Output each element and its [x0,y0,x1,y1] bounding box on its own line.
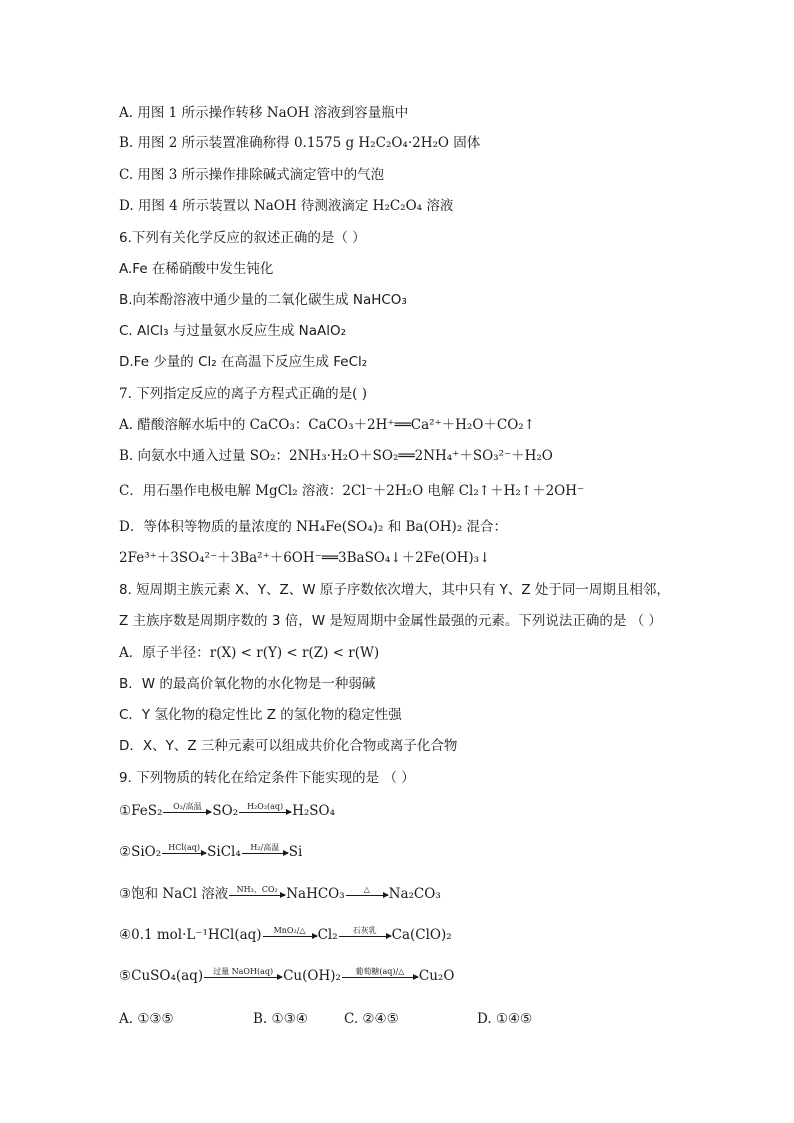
q6-option-c: C. AlCl₃ 与过量氨水反应生成 NaAlO₂ [119,323,347,339]
q9-reaction-2 [119,843,302,861]
product: Si [288,844,303,860]
reactant: SiO₂ [131,844,162,860]
q6-option-d: D.Fe 少量的 Cl₂ 在高温下反应生成 FeCl₂ [119,354,368,370]
q7-option-c: C．用石墨作电极电解 MgCl₂ 溶液：2Cl⁻＋2H₂O 电解 Cl₂↑＋H₂↑＋2OH⁻ [119,483,585,499]
reaction-number: ⑤ [119,968,132,984]
intermediate: NaHCO₃ [286,886,345,902]
reaction-arrow: O₂/高温 [163,802,211,813]
reaction-arrow: H₂/高温 [242,843,288,854]
intermediate: Cl₂ [317,927,338,943]
reaction-number: ④ [119,927,132,943]
q6-option-a: A.Fe 在稀硝酸中发生钝化 [119,261,274,277]
product: Ca(ClO)₂ [391,927,452,943]
q8-option-d: D．X、Y、Z 三种元素可以组成共价化合物或离子化合物 [119,738,458,754]
reaction-arrow: NH₃、CO₂ [229,885,285,896]
reaction-arrow: △ [346,885,388,896]
reaction-arrow: 葡萄糖(aq)/△ [342,967,418,978]
q9-stem: 9. 下列物质的转化在给定条件下能实现的是 （ ） [119,770,415,786]
product: H₂SO₄ [292,803,336,819]
reaction-arrow: MnO₂/△ [263,926,317,937]
reactant: FeS₂ [131,803,163,819]
product: Cu₂O [418,968,455,984]
q5-option-a: A. 用图 1 所示操作转移 NaOH 溶液到容量瓶中 [119,105,409,121]
q7-option-d-equation: 2Fe³⁺＋3SO₄²⁻＋3Ba²⁺＋6OH⁻══3BaSO₄↓＋2Fe(OH)₃↓ [119,550,491,566]
q8-stem-line1: 8. 短周期主族元素 X、Y、Z、W 原子序数依次增大，其中只有 Y、Z 处于同一周期且相邻， [119,582,670,598]
q9-choice-a: A. ①③⑤ [119,1011,174,1027]
q6-stem: 6.下列有关化学反应的叙述正确的是（ ） [119,230,366,246]
intermediate: Cu(OH)₂ [283,968,341,984]
reactant: 0.1 mol·L⁻¹HCl(aq) [131,927,262,943]
q7-option-b: B. 向氨水中通入过量 SO₂：2NH₃·H₂O＋SO₂══2NH₄⁺＋SO₃²⁻＋H₂O [119,448,553,464]
q7-option-d: D．等体积等物质的量浓度的 NH₄Fe(SO₄)₂ 和 Ba(OH)₂ 混合： [119,519,508,535]
q5-option-d: D. 用图 4 所示装置以 NaOH 待测液滴定 H₂C₂O₄ 溶液 [119,198,454,214]
q9-choice-d: D. ①④⑤ [477,1011,533,1027]
reaction-arrow: HCl(aq) [162,843,206,854]
reaction-number: ② [119,844,132,860]
reactant: CuSO₄(aq) [131,968,204,984]
reaction-arrow: 过量 NaOH(aq) [204,967,282,978]
reaction-number: ① [119,803,132,819]
q9-reaction-5 [119,967,454,985]
reaction-arrow: H₂O₂(aq) [239,802,291,813]
reaction-arrow: 石灰乳 [339,926,391,937]
product: Na₂CO₃ [388,886,441,902]
q7-stem: 7. 下列指定反应的离子方程式正确的是( ) [119,386,367,402]
q7-option-a: A. 醋酸溶解水垢中的 CaCO₃：CaCO₃＋2H⁺══Ca²⁺＋H₂O＋CO₂↑ [119,417,536,433]
reactant: 饱和 NaCl 溶液 [131,886,229,902]
q9-reaction-3 [119,885,441,903]
q9-choice-c: C. ②④⑤ [344,1011,399,1027]
q5-option-c: C. 用图 3 所示操作排除碱式滴定管中的气泡 [119,167,385,183]
q8-option-b: B．W 的最高价氧化物的水化物是一种弱碱 [119,676,376,692]
q9-choice-b: B. ①③④ [253,1011,308,1027]
q9-reaction-4 [119,926,452,944]
reaction-number: ③ [119,886,132,902]
q5-option-b: B. 用图 2 所示装置准确称得 0.1575 g H₂C₂O₄·2H₂O 固体 [119,135,481,151]
q8-option-a: A．原子半径：r(X) < r(Y) < r(Z) < r(W) [119,645,380,661]
q6-option-b: B.向苯酚溶液中通少量的二氧化碳生成 NaHCO₃ [119,292,407,308]
q9-reaction-1 [119,802,335,820]
intermediate: SiCl₄ [207,844,241,860]
q8-stem-line2: Z 主族序数是周期序数的 3 倍，W 是短周期中金属性最强的元素。下列说法正确的是 （ ） [119,613,662,629]
q8-option-c: C．Y 氢化物的稳定性比 Z 的氢化物的稳定性强 [119,707,402,723]
intermediate: SO₂ [212,803,239,819]
